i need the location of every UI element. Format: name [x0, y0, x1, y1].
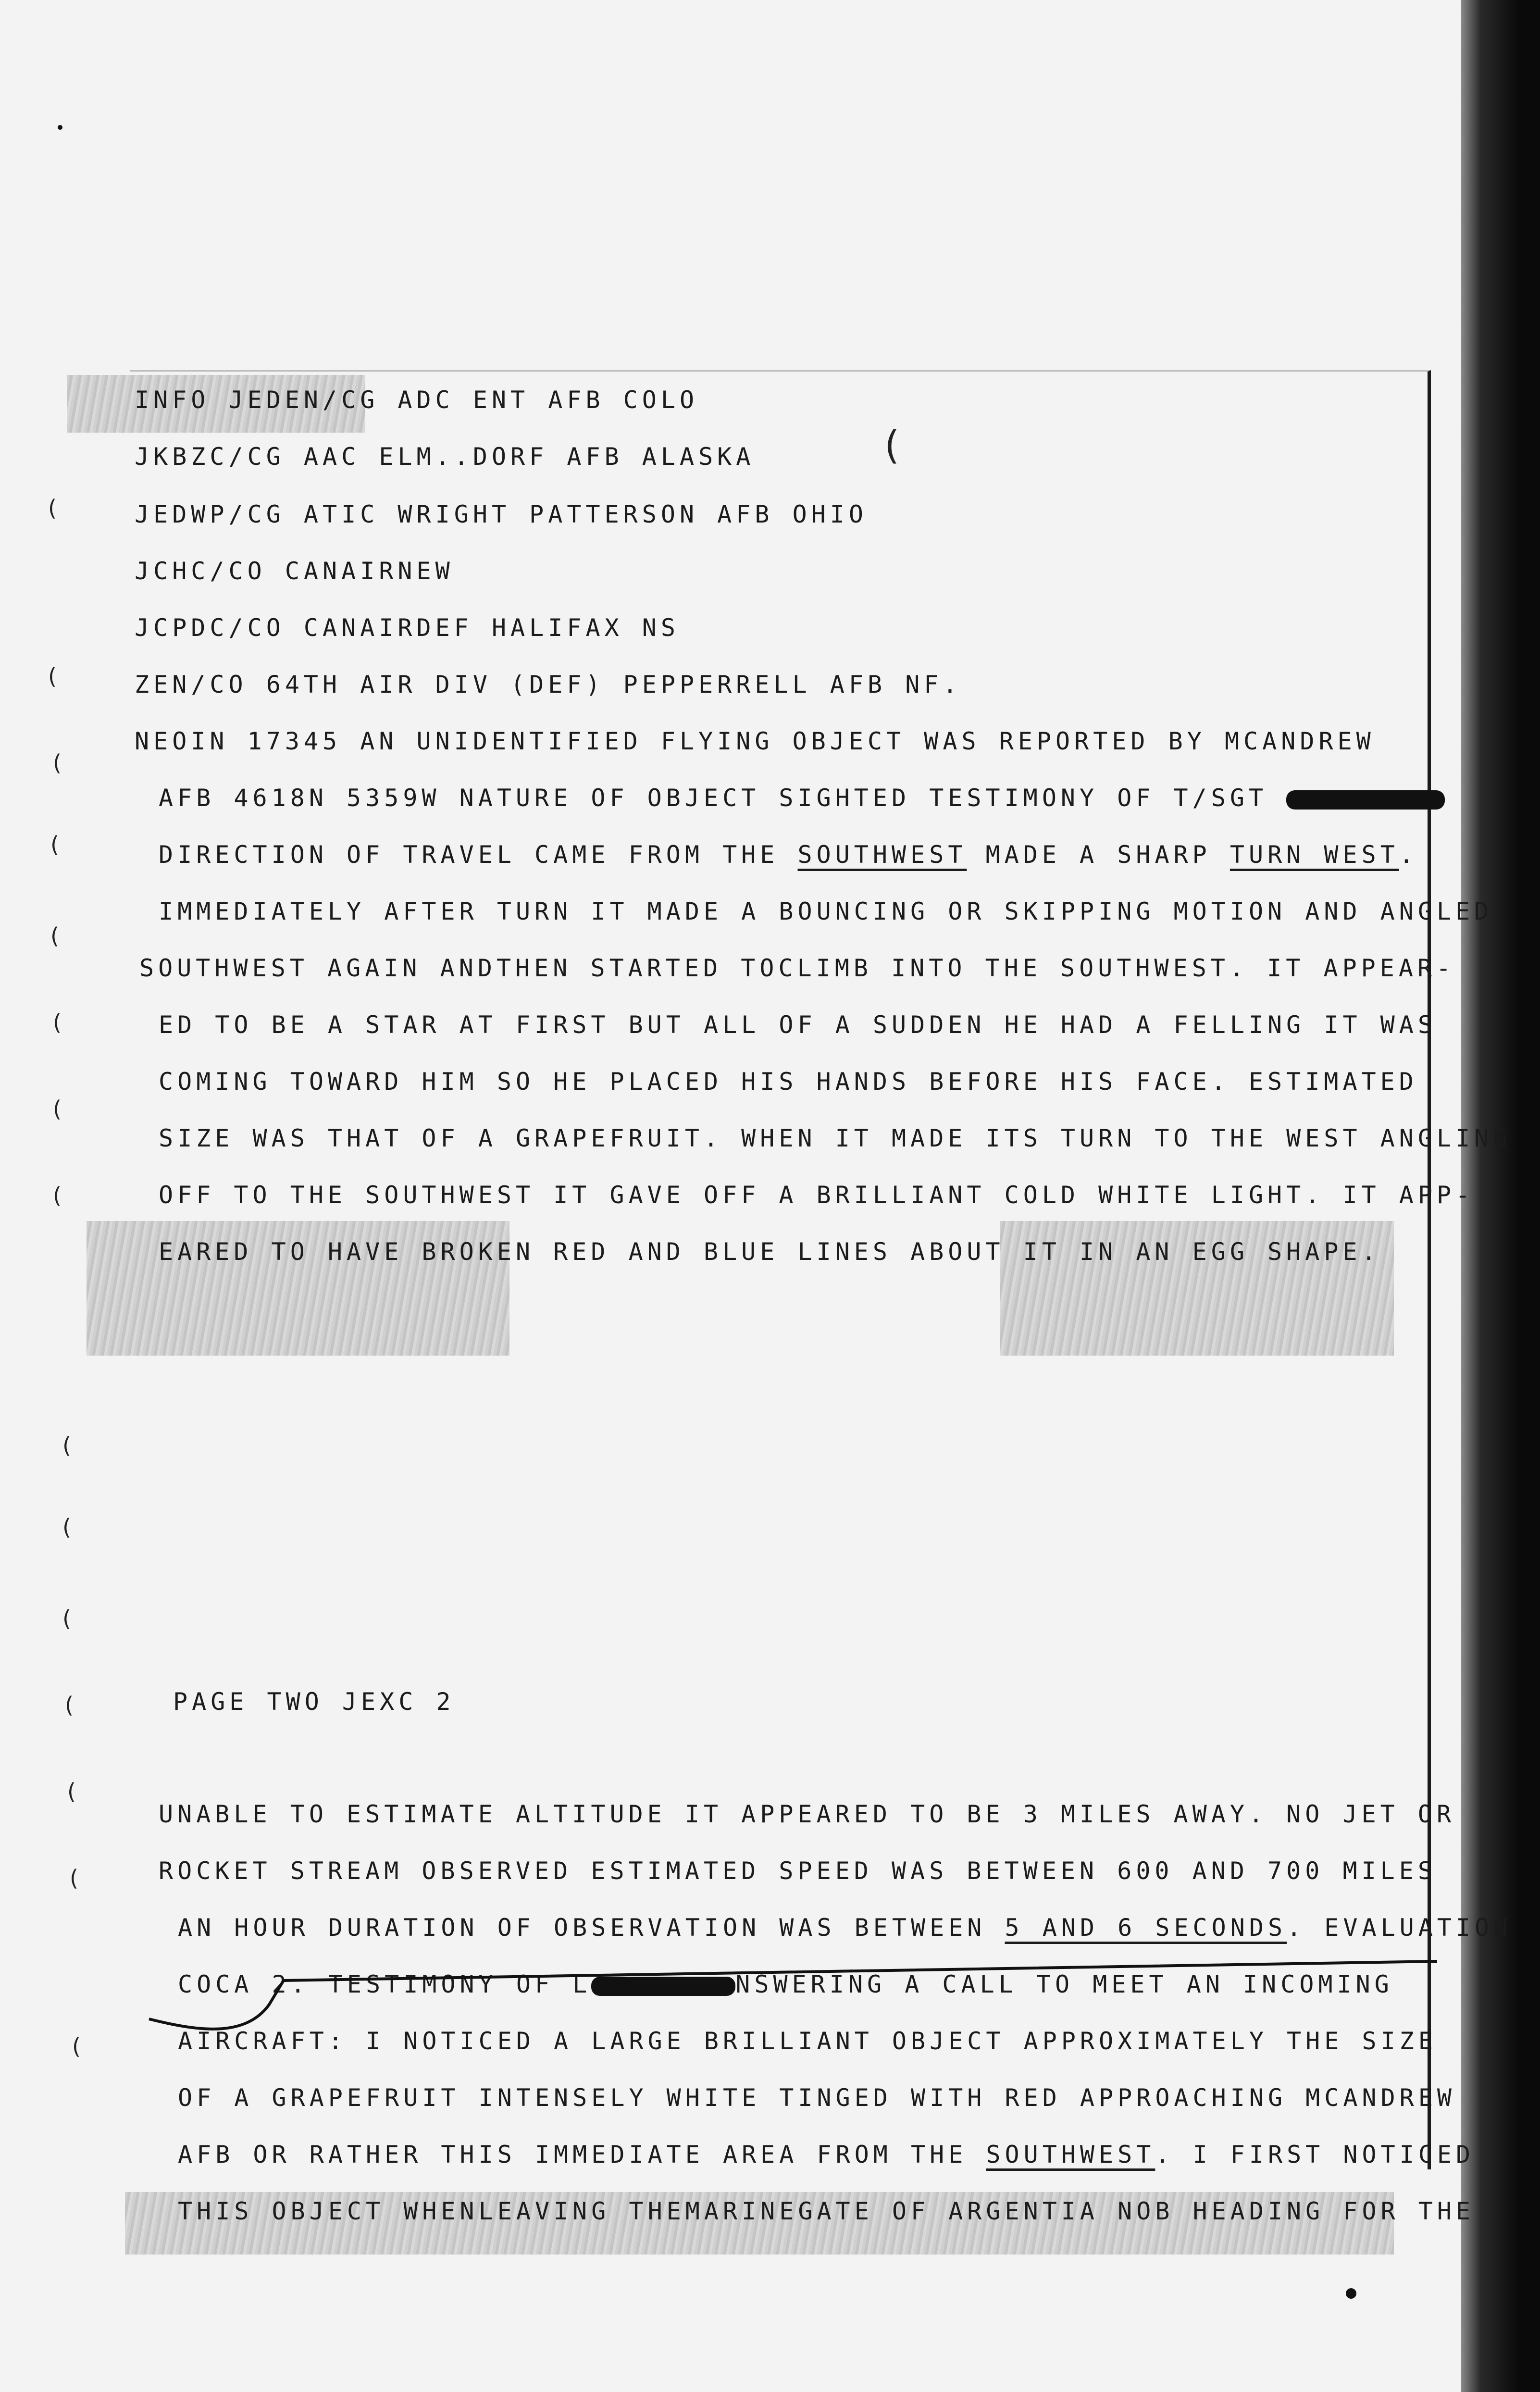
redaction-bar [1286, 790, 1445, 810]
p2-line-4b: NSWERING A CALL TO MEET AN INCOMING [735, 1970, 1393, 1998]
body-line-7: COMING TOWARD HIM SO HE PLACED HIS HANDS BEFORE HIS FACE. ESTIMATED [159, 1068, 1418, 1096]
punch-mark: ( [72, 2033, 81, 2059]
p2-line-7 [178, 2140, 1475, 2169]
p2-line-3 [178, 1913, 1512, 1942]
body-line-3 [159, 840, 1418, 869]
body-line-2 [159, 784, 1445, 812]
p2-line-4a: COCA 2. TESTIMONY OF L [178, 1970, 592, 1998]
punch-mark: ( [53, 1096, 62, 1122]
punch-mark: ( [62, 1433, 71, 1458]
punch-mark: ( [62, 1606, 71, 1632]
p2-line-5: AIRCRAFT: I NOTICED A LARGE BRILLIANT OBJECT APPROXIMATELY THE SIZE [178, 2027, 1437, 2055]
p2-line-2: ROCKET STREAM OBSERVED ESTIMATED SPEED WAS BETWEEN 600 AND 700 MILES [159, 1857, 1437, 1885]
body-line-10: EARED TO HAVE BROKEN RED AND BLUE LINES ABOUT IT IN AN EGG SHAPE. [159, 1238, 1380, 1266]
body-line-8: SIZE WAS THAT OF A GRAPEFRUIT. WHEN IT MADE ITS TURN TO THE WEST ANGLING [159, 1124, 1512, 1152]
body-line-1: NEOIN 17345 AN UNIDENTIFIED FLYING OBJECT WAS REPORTED BY MCANDREW [135, 727, 1375, 755]
routing-line-2: JKBZC/CG AAC ELM..DORF AFB ALASKA [135, 443, 755, 471]
punch-mark: ( [70, 1865, 78, 1891]
punch-mark: ( [62, 1514, 71, 1540]
body-line-9: OFF TO THE SOUTHWEST IT GAVE OFF A BRILLIANT COLD WHITE LIGHT. IT APP- [159, 1181, 1475, 1209]
punch-mark: ( [50, 923, 59, 949]
underlined-southwest-2: SOUTHWEST [986, 2141, 1155, 2168]
punch-mark: ( [48, 663, 57, 689]
punch-mark: ( [65, 1692, 74, 1718]
underlined-turn-west: TURN WEST [1230, 841, 1399, 869]
body-line-3a: DIRECTION OF TRAVEL CAME FROM THE [159, 841, 798, 869]
body-line-6: ED TO BE A STAR AT FIRST BUT ALL OF A SUDDEN HE HAD A FELLING IT WAS [159, 1011, 1437, 1039]
punch-mark: ( [884, 423, 900, 468]
punch-mark: ( [53, 1009, 62, 1035]
body-line-3e: . [1399, 841, 1418, 869]
routing-line-3: JEDWP/CG ATIC WRIGHT PATTERSON AFB OHIO [135, 500, 868, 528]
body-line-3c: MADE A SHARP [967, 841, 1230, 869]
punch-mark: ( [48, 495, 57, 521]
underlined-seconds: 5 AND 6 SECONDS [1005, 1914, 1287, 1942]
underlined-southwest: SOUTHWEST [797, 841, 967, 869]
p2-line-6: OF A GRAPEFRUIT INTENSELY WHITE TINGED WITH RED APPROACHING MCANDREW [178, 2084, 1456, 2112]
body-line-2-text: AFB 4618N 5359W NATURE OF OBJECT SIGHTED TESTIMONY OF T/SGT [159, 784, 1268, 812]
body-line-5: SOUTHWEST AGAIN ANDTHEN STARTED TOCLIMB INTO THE SOUTHWEST. IT APPEAR- [139, 954, 1455, 982]
punch-mark: ( [67, 1779, 76, 1805]
body-line-4: IMMEDIATELY AFTER TURN IT MADE A BOUNCING OR SKIPPING MOTION AND ANGLED [159, 897, 1493, 925]
routing-line-4: JCHC/CO CANAIRNEW [135, 557, 454, 585]
p2-line-1: UNABLE TO ESTIMATE ALTITUDE IT APPEARED TO BE 3 MILES AWAY. NO JET OR [159, 1800, 1456, 1828]
routing-line-5: JCPDC/CO CANAIRDEF HALIFAX NS [135, 614, 680, 642]
punch-mark: ( [50, 832, 59, 858]
punch-mark: ( [53, 1183, 62, 1208]
stray-dot [1346, 2288, 1356, 2299]
p2-line-7c: . I FIRST NOTICED [1155, 2141, 1475, 2168]
routing-line-6: ZEN/CO 64TH AIR DIV (DEF) PEPPERRELL AFB NF. [135, 671, 962, 698]
handwritten-bracket [139, 1947, 1437, 2043]
page-two-header: PAGE TWO JEXC 2 [173, 1688, 455, 1716]
p2-line-3a: AN HOUR DURATION OF OBSERVATION WAS BETWEEN [178, 1914, 1005, 1942]
stray-dot [58, 125, 62, 130]
p2-line-8: THIS OBJECT WHENLEAVING THEMARINEGATE OF ARGENTIA NOB HEADING FOR THE [178, 2197, 1475, 2225]
routing-line-1: INFO JEDEN/CG ADC ENT AFB COLO [135, 386, 699, 414]
punch-mark: ( [53, 750, 62, 776]
p2-line-7a: AFB OR RATHER THIS IMMEDIATE AREA FROM THE [178, 2141, 986, 2168]
p2-line-3c: . EVALUATION [1287, 1914, 1513, 1942]
